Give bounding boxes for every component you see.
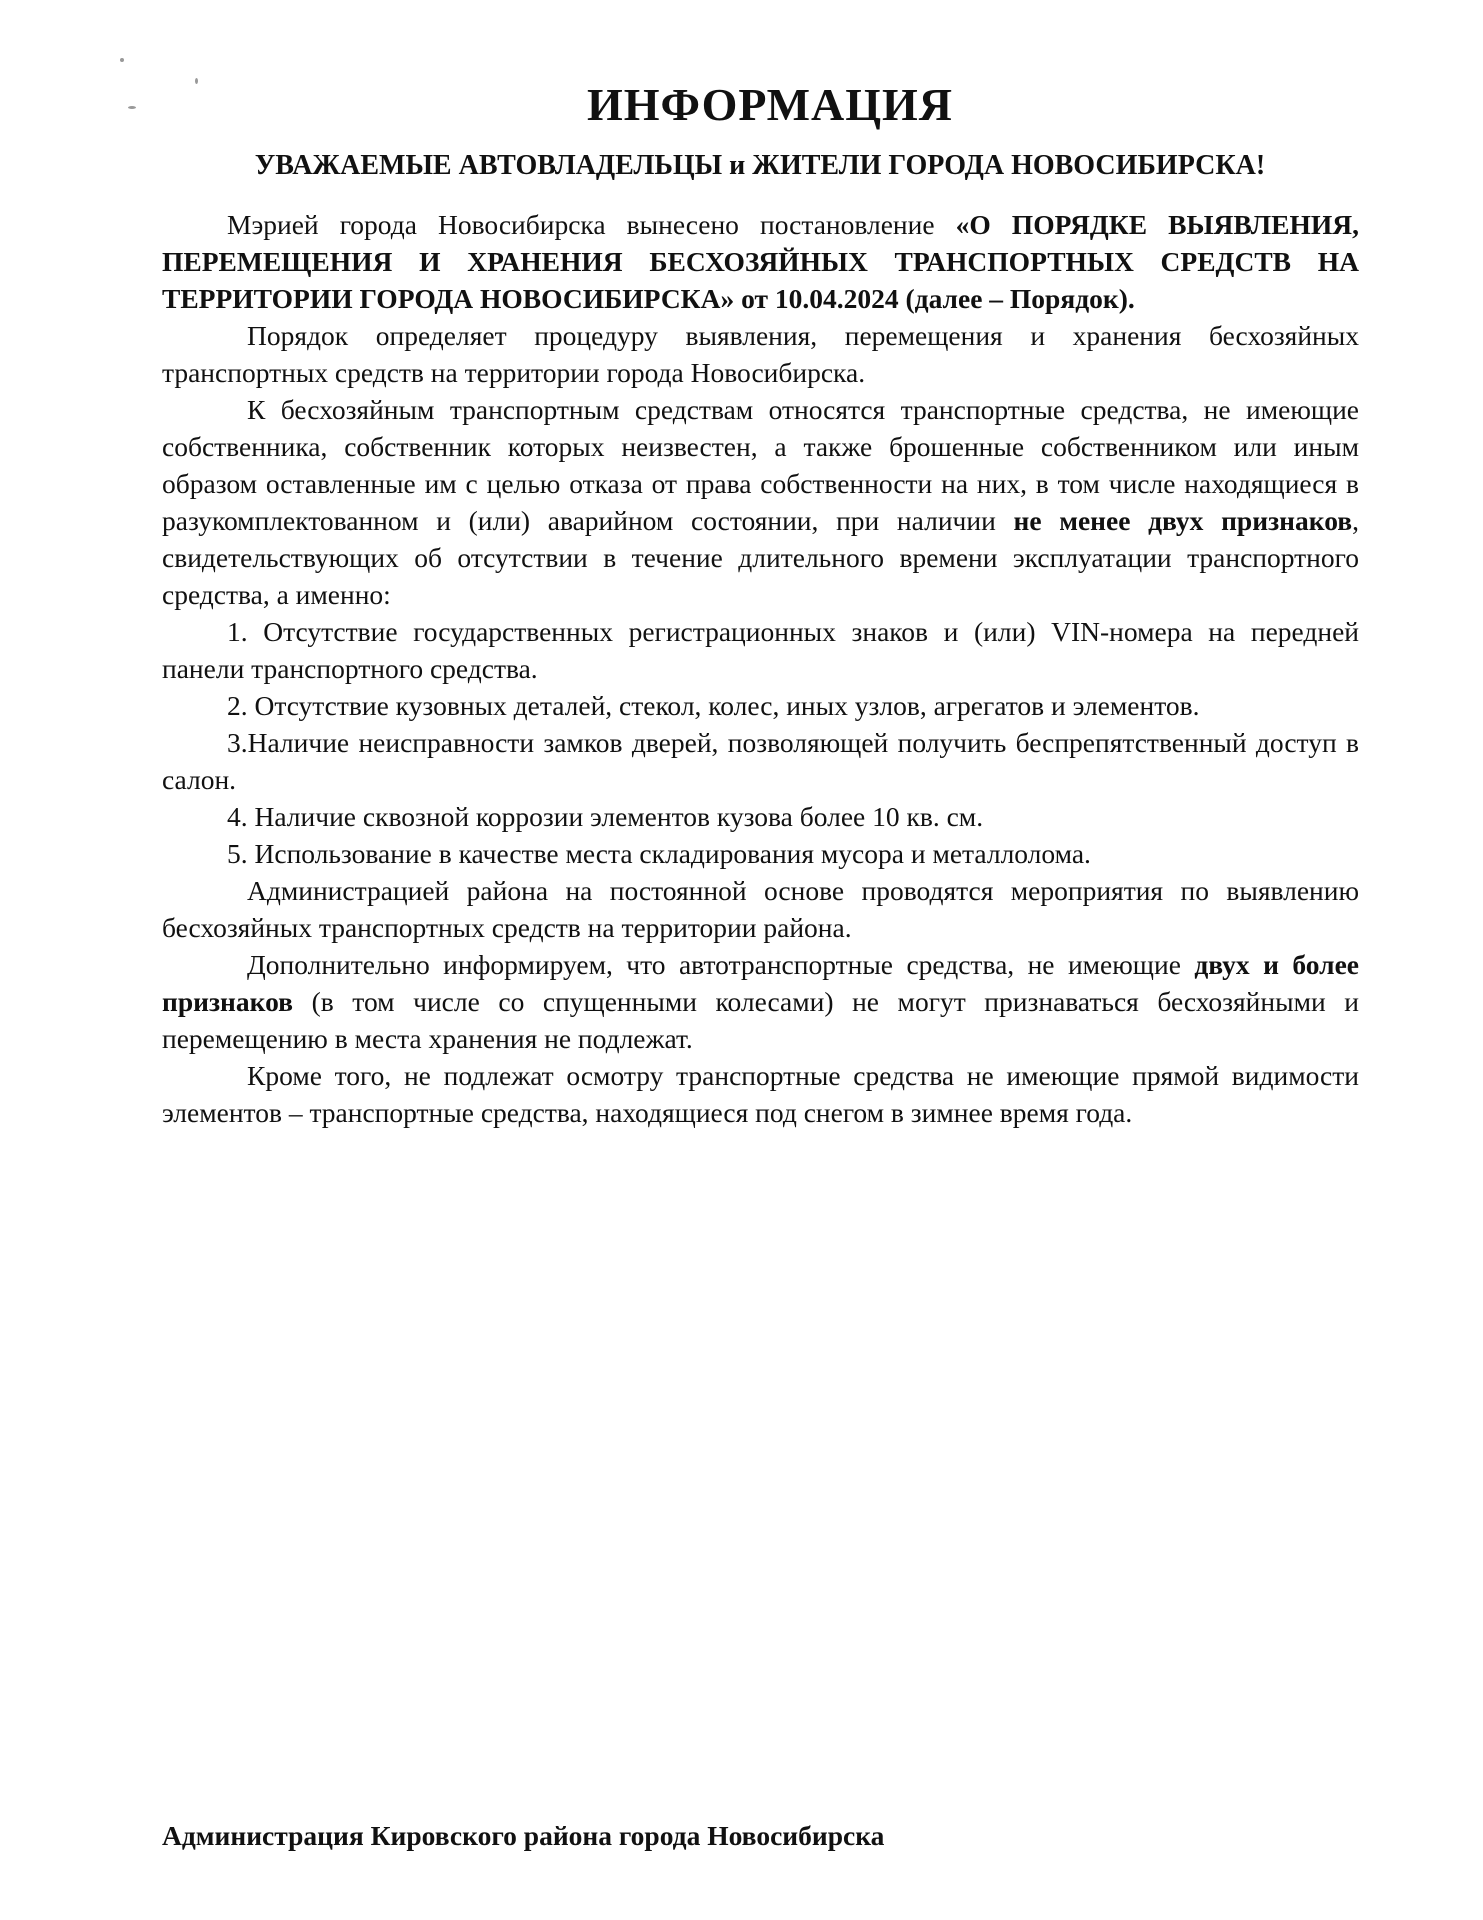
scan-speck [120, 58, 124, 62]
additional-text-end: (в том числе со спущенными колесами) не могут признаваться бесхозяйными и перемещению в места хранения не подлежат. [162, 986, 1359, 1054]
sign-item-1: 1. Отсутствие государственных регистрационных знаков и (или) VIN-номера на передней панели транспортного средства. [162, 616, 1359, 684]
order-paragraph: Порядок определяет процедуру выявления, перемещения и хранения бесхозяйных транспортных средств на территории города Новосибирска. [162, 320, 1359, 388]
definition-text-start: К бесхозяйным транспортным средствам относятся транспортные средства, не имеющие собственника, собственник которых неизвестен, а также брошенные собственником или иным образом оставленные им с целью отказа от права собственности на них, в том числе находящиеся в разукомплектованном и (или) аварийном состоянии, при наличии [162, 394, 1359, 536]
snow-paragraph: Кроме того, не подлежат осмотру транспортные средства не имеющие прямой видимости элементов – транспортные средства, находящиеся под снегом в зимнее время года. [162, 1060, 1359, 1128]
document-title: ИНФОРМАЦИЯ [586, 79, 954, 130]
definition-paragraph [162, 391, 1359, 613]
intro-paragraph [162, 206, 1359, 317]
decree-title: «О ПОРЯДКЕ ВЫЯВЛЕНИЯ, ПЕРЕМЕЩЕНИЯ И ХРАНЕНИЯ БЕСХОЗЯЙНЫХ ТРАНСПОРТНЫХ СРЕДСТВ НА ТЕРРИТОРИИ ГОРОДА НОВОСИБИРСКА» от 10.04.2024 (далее – Порядок). [162, 209, 1359, 314]
additional-paragraph [162, 946, 1359, 1057]
sign-item-3: 3.Наличие неисправности замков дверей, позволяющей получить беспрепятственный доступ в салон. [162, 727, 1359, 795]
document-body [162, 206, 1359, 1131]
admin-paragraph: Администрацией района на постоянной основе проводятся мероприятия по выявлению бесхозяйных транспортных средств на территории района. [162, 875, 1359, 943]
sign-item-5: 5. Использование в качестве места складирования мусора и металлолома. [227, 838, 1091, 869]
additional-bold-text: двух и более признаков [162, 949, 1359, 1017]
intro-lead-text: Мэрией города Новосибирска вынесено постановление [227, 209, 956, 240]
additional-text-start: Дополнительно информируем, что автотранспортные средства, не имеющие [247, 949, 1195, 980]
definition-text-end: , свидетельствующих об отсутствии в течение длительного времени эксплуатации транспортного средства, а именно: [162, 505, 1359, 610]
definition-bold-text: не менее двух признаков [1013, 505, 1353, 536]
document-signature: Администрация Кировского района города Новосибирска [162, 1820, 885, 1851]
sign-item-2: 2. Отсутствие кузовных деталей, стекол, колес, иных узлов, агрегатов и элементов. [227, 690, 1200, 721]
sign-item-4: 4. Наличие сквозной коррозии элементов кузова более 10 кв. см. [227, 801, 984, 832]
document-subtitle: УВАЖАЕМЫЕ АВТОВЛАДЕЛЬЦЫ и ЖИТЕЛИ ГОРОДА НОВОСИБИРСКА! [254, 150, 1266, 181]
